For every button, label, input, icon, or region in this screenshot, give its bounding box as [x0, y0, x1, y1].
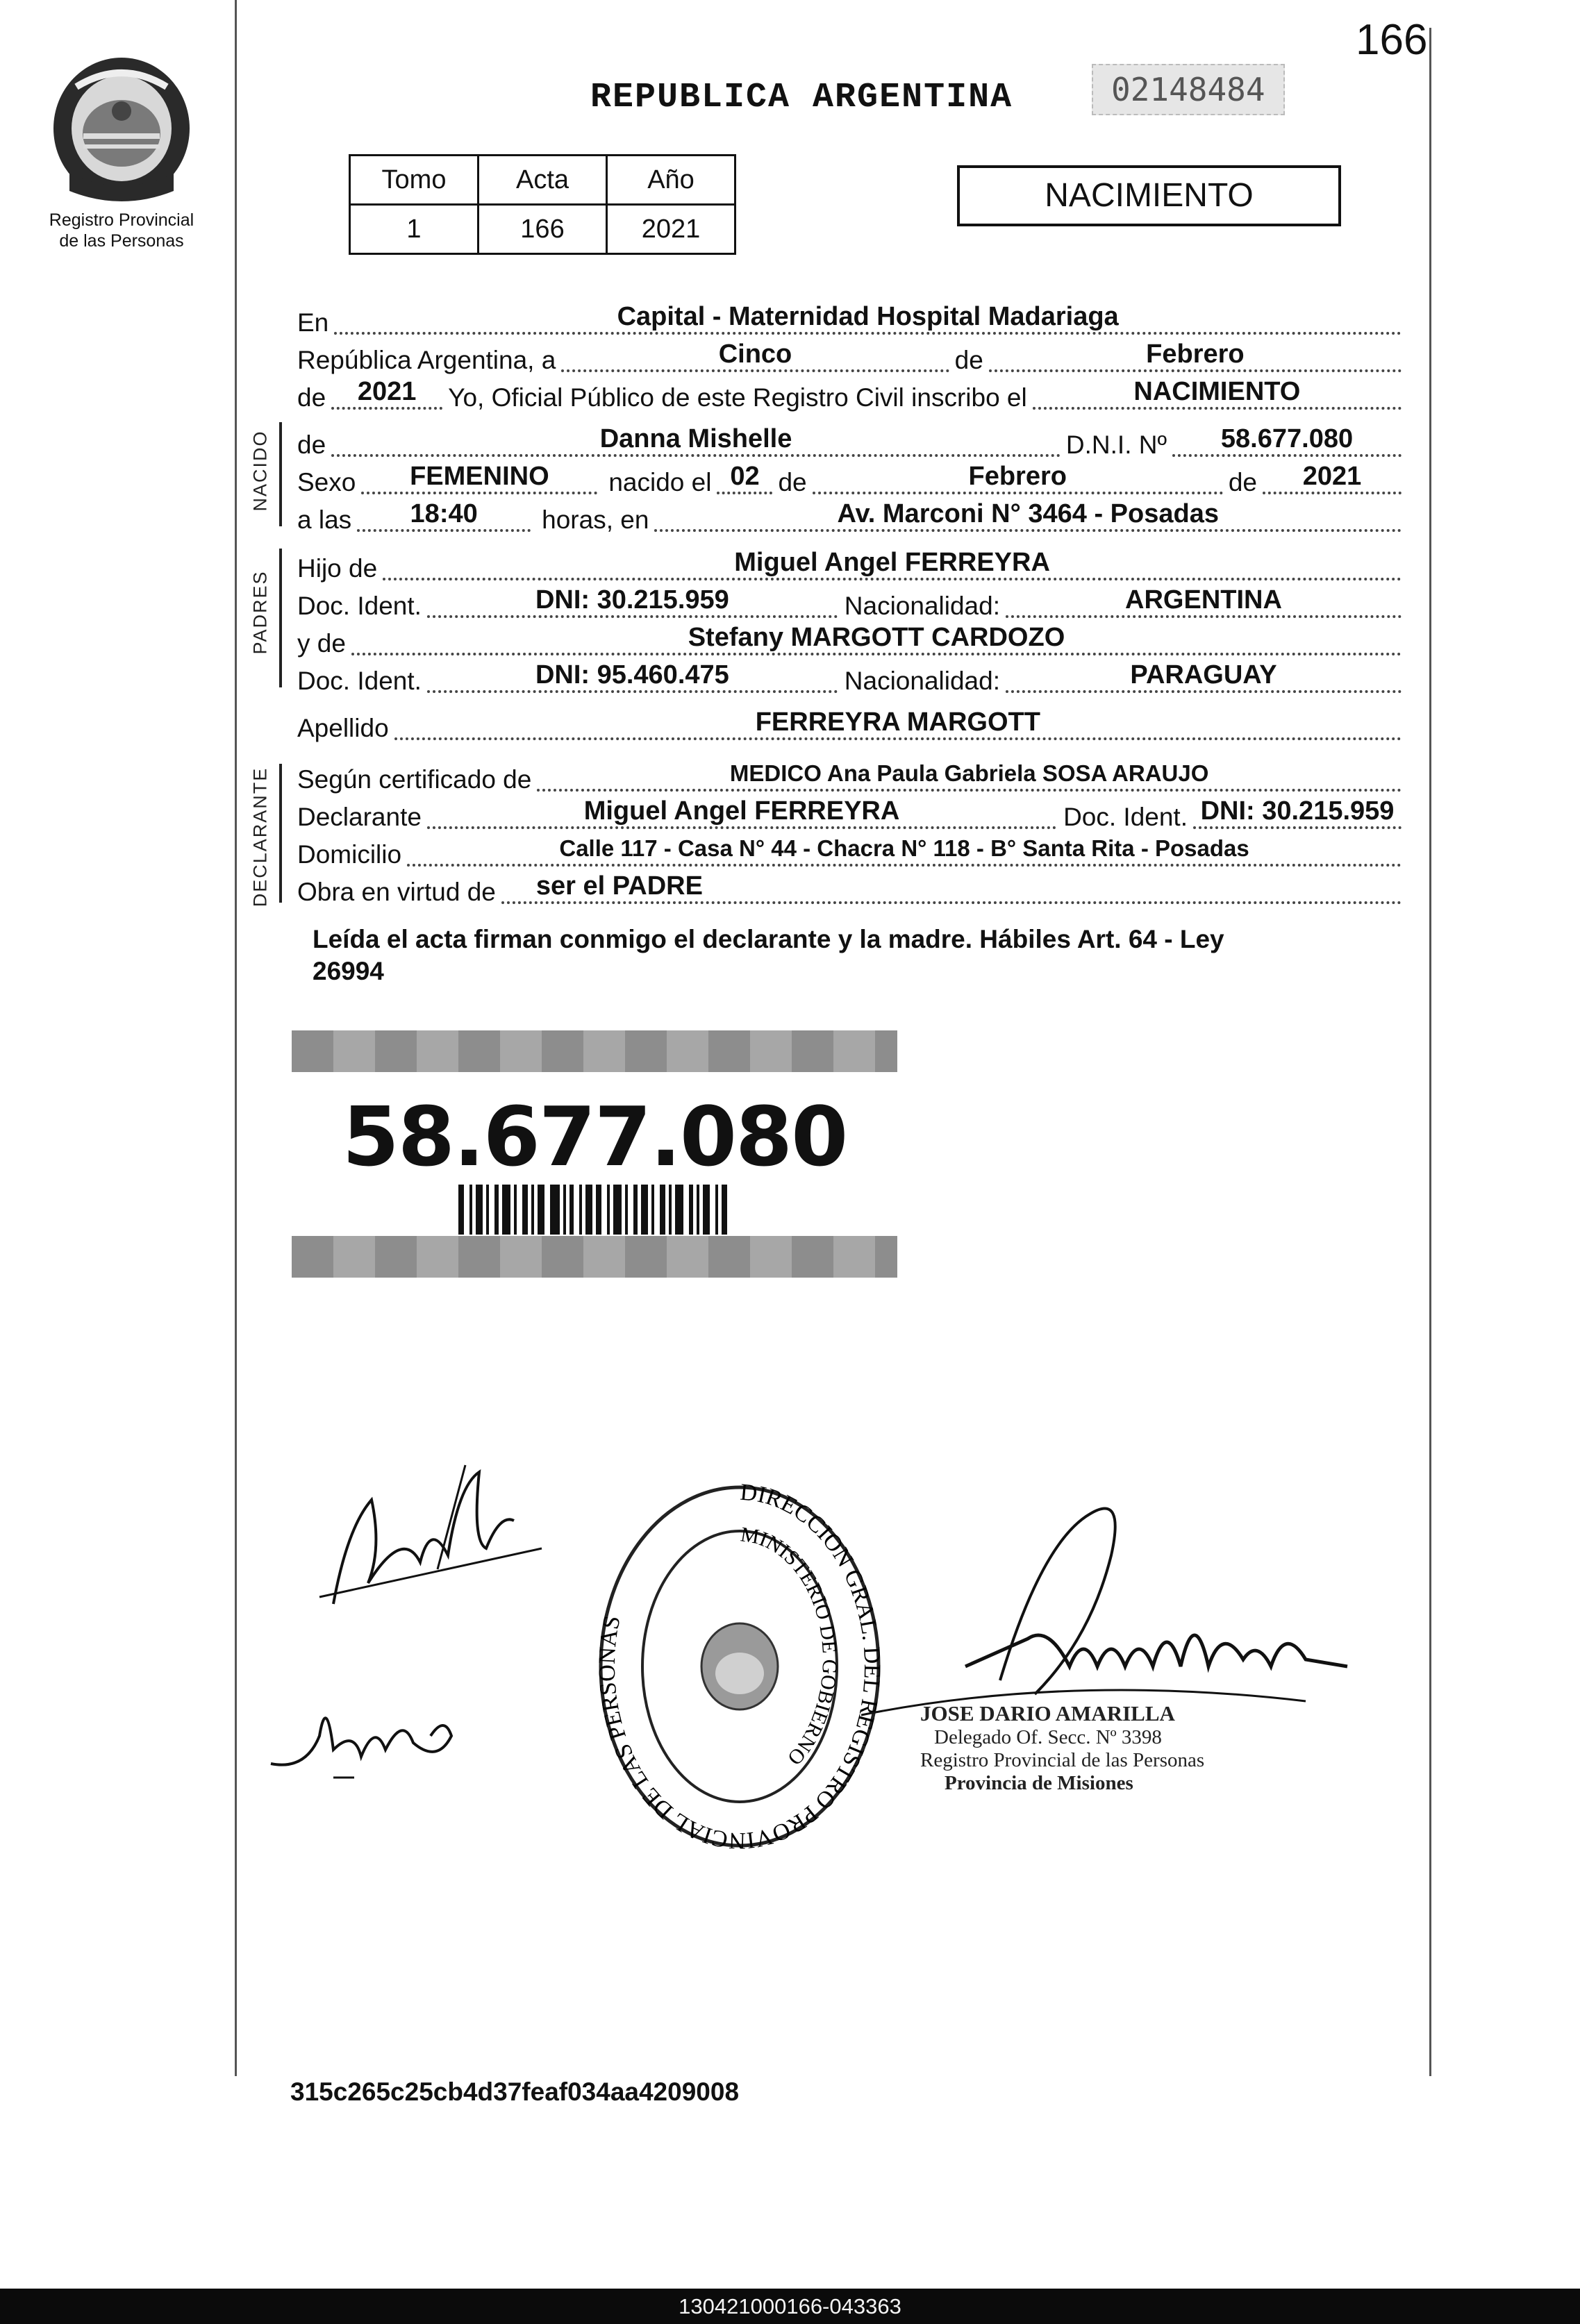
official-stamp: [590, 1479, 889, 1854]
newborn-name: Danna Mishelle: [331, 424, 1061, 457]
barcode-bar: [660, 1185, 665, 1235]
certificate-row: [297, 757, 1402, 794]
father-nationality: ARGENTINA: [1006, 585, 1402, 618]
address-row: [297, 832, 1402, 869]
de-label: de: [778, 468, 807, 496]
misiones-seal-icon: [49, 56, 194, 208]
dni-big-number: 58.677.080: [342, 1089, 847, 1185]
place-value: Capital - Maternidad Hospital Madariaga: [334, 301, 1402, 335]
alas-label: a las: [297, 505, 352, 534]
closing-line-2: 26994: [313, 957, 384, 985]
barcode-bar: [538, 1185, 544, 1235]
year-value: 2021: [331, 376, 442, 410]
officer-text: Yo, Oficial Público de este Registro Civil inscribo el: [448, 383, 1027, 412]
declarant-address: Calle 117 - Casa N° 44 - Chacra N° 118 - B° Santa Rita - Posadas: [407, 833, 1402, 867]
closing-line-1: Leída el acta firman conmigo el declarante y la madre. Hábiles Art. 64 - Ley: [313, 925, 1224, 953]
de-label: de: [954, 346, 983, 374]
father-name: Miguel Angel FERREYRA: [383, 547, 1402, 580]
hijo-label: Hijo de: [297, 554, 378, 583]
document-type-box: NACIMIENTO: [957, 165, 1341, 226]
officer-row: [297, 375, 1402, 412]
right-border-line: [1429, 28, 1431, 2076]
capacity-row: [297, 869, 1402, 907]
birth-year: 2021: [1263, 461, 1402, 494]
book-table-header: Tomo: [350, 156, 479, 205]
barcode-bar: [579, 1185, 582, 1235]
birth-time: 18:40: [357, 499, 531, 532]
declarant-label: Declarante: [297, 803, 422, 831]
month-value: Febrero: [989, 339, 1402, 372]
registry-name: [28, 210, 215, 251]
book-table-header-row: [350, 156, 735, 205]
mother-signature: [264, 1666, 472, 1784]
nacido-label: nacido el: [608, 468, 712, 496]
de-label: de: [297, 383, 326, 412]
registry-logo: [49, 56, 194, 208]
barcode-bar: [550, 1185, 560, 1235]
official-province: Provincia de Misiones: [945, 1772, 1133, 1794]
place-row: [297, 300, 1402, 337]
birth-address: Av. Marconi N° 3464 - Posadas: [654, 499, 1402, 532]
official-title: Delegado Of. Secc. Nº 3398: [934, 1726, 1162, 1748]
father-doc: DNI: 30.215.959: [427, 585, 838, 618]
barcode-bar: [633, 1185, 638, 1235]
dni-barcode-card: [292, 1030, 897, 1278]
father-row: [297, 546, 1402, 583]
capacity-value: ser el PADRE: [501, 871, 1402, 904]
barcode-bar: [469, 1185, 472, 1235]
official-name: JOSE DARIO AMARILLA: [920, 1701, 1175, 1725]
barcode-bar: [585, 1185, 592, 1235]
padres-bracket: [279, 549, 282, 687]
serial-number: 02148484: [1092, 64, 1285, 115]
card-bottom-band: [292, 1236, 897, 1278]
barcode-bar: [625, 1185, 628, 1235]
barcode-bar: [722, 1185, 727, 1235]
birth-month: Febrero: [813, 461, 1223, 494]
declarant-name: Miguel Angel FERREYRA: [427, 796, 1056, 829]
book-table-cell: 1: [350, 205, 479, 254]
barcode-bar: [675, 1185, 683, 1235]
official-block: [920, 1701, 1309, 1795]
yde-label: y de: [297, 629, 346, 658]
mother-doc: DNI: 95.460.475: [427, 660, 838, 693]
book-table-header: Acta: [479, 156, 607, 205]
official-office: Registro Provincial de las Personas: [920, 1749, 1205, 1771]
book-table: [349, 154, 736, 255]
barcode-bar: [613, 1185, 622, 1235]
doc-label: Doc. Ident.: [1063, 803, 1188, 831]
registry-line-2: de las Personas: [59, 231, 184, 251]
nacido-bracket: [279, 422, 282, 526]
padres-section-label: PADRES: [249, 570, 271, 655]
card-top-band: [292, 1030, 897, 1072]
book-table-header: Año: [607, 156, 735, 205]
page-number: 166: [1356, 16, 1428, 64]
surname-value: FERREYRA MARGOTT: [394, 707, 1402, 740]
document-title: REPUBLICA ARGENTINA: [590, 78, 1013, 117]
barcode-bars: [292, 1185, 897, 1235]
sexo-label: Sexo: [297, 468, 356, 496]
domicilio-label: Domicilio: [297, 840, 402, 869]
left-border-line: [235, 0, 237, 2076]
obra-label: Obra en virtud de: [297, 878, 496, 906]
birth-day: 02: [717, 461, 772, 494]
father-doc-row: [297, 583, 1402, 621]
barcode-bar: [476, 1185, 483, 1235]
barcode-bar: [514, 1185, 517, 1235]
stamp-inner-text: MINISTERIO DE GOBIERNO: [739, 1523, 842, 1770]
mother-doc-row: [297, 658, 1402, 696]
registry-line-1: Registro Provincial: [49, 210, 194, 230]
declarant-doc: DNI: 30.215.959: [1193, 796, 1402, 829]
declarant-signature: [306, 1444, 556, 1625]
barcode-bar: [651, 1185, 654, 1235]
mother-row: [297, 621, 1402, 658]
barcode-bar: [502, 1185, 510, 1235]
barcode-bar: [522, 1185, 528, 1235]
barcode-bar: [531, 1185, 534, 1235]
de-label: de: [1228, 468, 1257, 496]
doc-label: Doc. Ident.: [297, 592, 422, 620]
declarante-section-label: DECLARANTE: [249, 767, 271, 908]
barcode-bar: [689, 1185, 693, 1235]
cert-value: MEDICO Ana Paula Gabriela SOSA ARAUJO: [537, 758, 1402, 792]
barcode-bar: [697, 1185, 699, 1235]
place-label: En: [297, 308, 329, 337]
nationality-label: Nacionalidad:: [844, 592, 1000, 620]
mother-nationality: PARAGUAY: [1006, 660, 1402, 693]
nationality-label: Nacionalidad:: [844, 667, 1000, 695]
footer-code-bar: [0, 2289, 1580, 2324]
newborn-dni: 58.677.080: [1172, 424, 1402, 457]
barcode-bar: [563, 1185, 566, 1235]
sexo-value: FEMENINO: [361, 461, 597, 494]
doc-label: Doc. Ident.: [297, 667, 422, 695]
barcode-bar: [641, 1185, 648, 1235]
sex-date-row: [297, 460, 1402, 497]
surname-row: [297, 705, 1402, 743]
verification-hash: 315c265c25cb4d37feaf034aa4209008: [290, 2078, 740, 2106]
declarante-bracket: [279, 764, 282, 903]
barcode-bar: [486, 1185, 489, 1235]
time-place-row: [297, 497, 1402, 535]
mother-name: Stefany MARGOTT CARDOZO: [351, 622, 1402, 655]
barcode-bar: [596, 1185, 601, 1235]
barcode-bar: [569, 1185, 574, 1235]
dni-label: D.N.I. Nº: [1065, 430, 1167, 459]
barcode-bar: [494, 1185, 499, 1235]
barcode-bar: [715, 1185, 718, 1235]
day-value: Cinco: [561, 339, 949, 372]
de-label: de: [297, 430, 326, 459]
book-table-cell: 166: [479, 205, 607, 254]
country-label: República Argentina, a: [297, 346, 556, 374]
book-table-value-row: [350, 205, 735, 254]
cert-label: Según certificado de: [297, 765, 532, 794]
newborn-name-row: [297, 422, 1402, 460]
nacido-section-label: NACIDO: [249, 430, 271, 512]
apellido-label: Apellido: [297, 714, 389, 742]
book-table-cell: 2021: [607, 205, 735, 254]
barcode-bar: [458, 1185, 464, 1235]
closing-note: [313, 923, 1396, 987]
horas-label: horas, en: [542, 505, 649, 534]
date-row: [297, 337, 1402, 375]
barcode-bar: [703, 1185, 710, 1235]
stamp-ring-text: DIRECCION GRAL. DEL REGISTRO PROVINCIAL DE LAS PERSONAS: [594, 1479, 885, 1854]
declarant-row: [297, 794, 1402, 832]
act-value: NACIMIENTO: [1033, 376, 1402, 410]
footer-code: 130421000166-043363: [679, 2294, 901, 2318]
barcode-bar: [669, 1185, 672, 1235]
barcode-bar: [607, 1185, 610, 1235]
